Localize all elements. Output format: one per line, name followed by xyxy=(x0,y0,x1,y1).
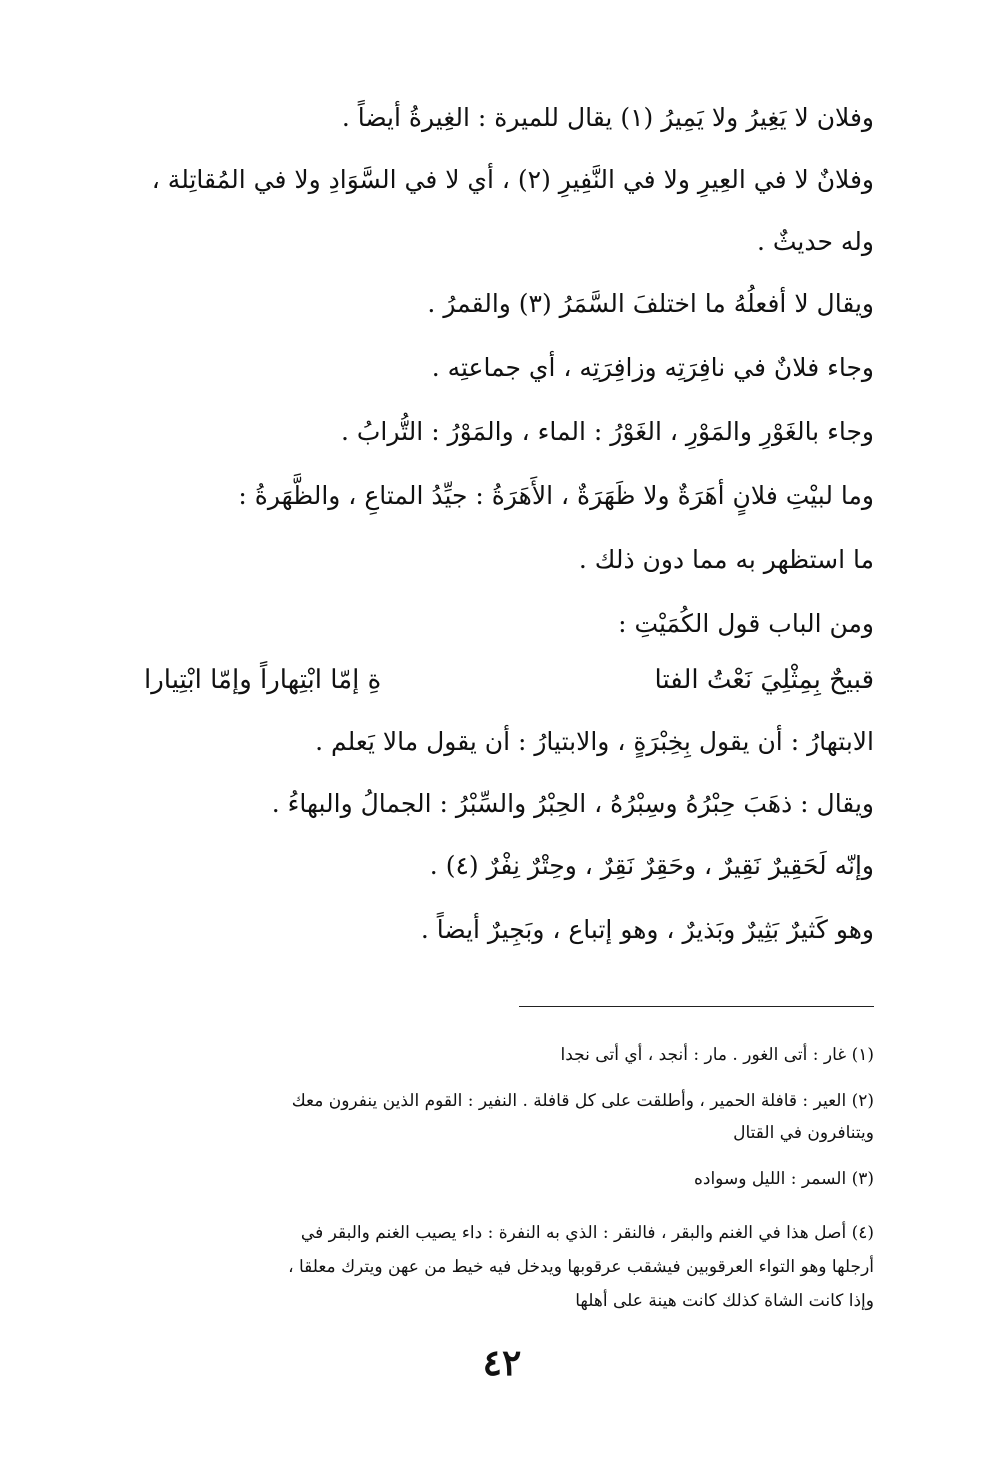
footnote-4: (٤) أصل هذا في الغنم والبقر ، فالنقر : الذي به النفرة : داء يصيب الغنم والبقر في xyxy=(300,1223,874,1243)
text-line-8: ما استظهر به مما دون ذلك . xyxy=(578,545,874,574)
footnote-3: (٣) السمر : الليل وسواده xyxy=(693,1169,874,1189)
footnote-4-line-3: وإذا كانت الشاة كذلك كانت هينة على أهلها xyxy=(575,1291,874,1311)
footnote-2-continued: ويتنافرون في القتال xyxy=(733,1123,874,1143)
text-line-7: وما لبيْتِ فلانٍ أهَرَةٌ ولا ظَهَرَةٌ ، الأَهَرَةُ : جيِّدُ المتاعِ ، والظَّهَرةُ : xyxy=(238,481,874,510)
poetry-verse xyxy=(144,660,874,700)
text-line-3: وله حديثٌ . xyxy=(756,227,874,256)
text-line-6: وجاء بالغَوْرِ والمَوْرِ ، الغَوْرُ : الماء ، والمَوْرُ : التُّرابُ . xyxy=(340,417,874,446)
text-line-1: وفلان لا يَغِيرُ ولا يَمِيرُ (١) يقال للميرة : الغِيرةُ أيضاً . xyxy=(341,103,874,132)
text-line-2: وفلانٌ لا في العِيرِ ولا في النَّفِيرِ (٢) ، أي لا في السَّوَادِ ولا في المُقاتِلة ، xyxy=(151,165,874,194)
text-line-5: وجاء فلانٌ في نافِرَتِه وزافِرَتِه ، أي جماعتِه . xyxy=(431,353,874,382)
verse-second-hemistich: ةِ إمّا ابْتِهاراً وإمّا ابْتِيارا xyxy=(144,665,382,695)
text-line-10: الابتهارُ : أن يقول بِخِبْرَةٍ ، والابتيارُ : أن يقول مالا يَعلم . xyxy=(315,727,874,756)
footnote-1: (١) غار : أتى الغور . مار : أنجد ، أي أتى نجدا xyxy=(560,1045,874,1065)
footnote-4-line-2: أرجلها وهو التواء العرقوبين فيشقب عرقوبها ويدخل فيه خيط من عهن ويترك معلقا ، xyxy=(288,1257,874,1277)
footnote-2: (٢) العير : قافلة الحمير ، وأطلقت على كل قافلة . النفير : القوم الذين ينفرون معك xyxy=(291,1091,874,1111)
text-line-12: وإنّه لَحَقِيرٌ نَقِيرٌ ، وحَقِرٌ نَقِرٌ ، وحِتْرٌ نِفْرٌ (٤) . xyxy=(429,851,874,880)
text-line-11: ويقال : ذهَبَ حِبْرُهُ وسِبْرُهُ ، الحِبْرُ والسِّبْرُ : الجمالُ والبهاءُ . xyxy=(271,789,874,818)
text-line-13: وهو كَثيرٌ بَثِيرٌ وبَذيرٌ ، وهو إتباع ، وبَجِيرٌ أيضاً . xyxy=(420,915,874,944)
footnote-divider xyxy=(519,1006,874,1007)
text-line-9: ومن الباب قول الكُمَيْتِ : xyxy=(618,609,874,638)
verse-first-hemistich: قبيحٌ بِمِثْلِيَ نَعْتُ الفتا xyxy=(654,665,874,695)
page-number: ٤٢ xyxy=(482,1342,522,1384)
text-line-4: ويقال لا أفعلُهُ ما اختلفَ السَّمَرُ (٣) والقمرُ . xyxy=(427,289,874,318)
